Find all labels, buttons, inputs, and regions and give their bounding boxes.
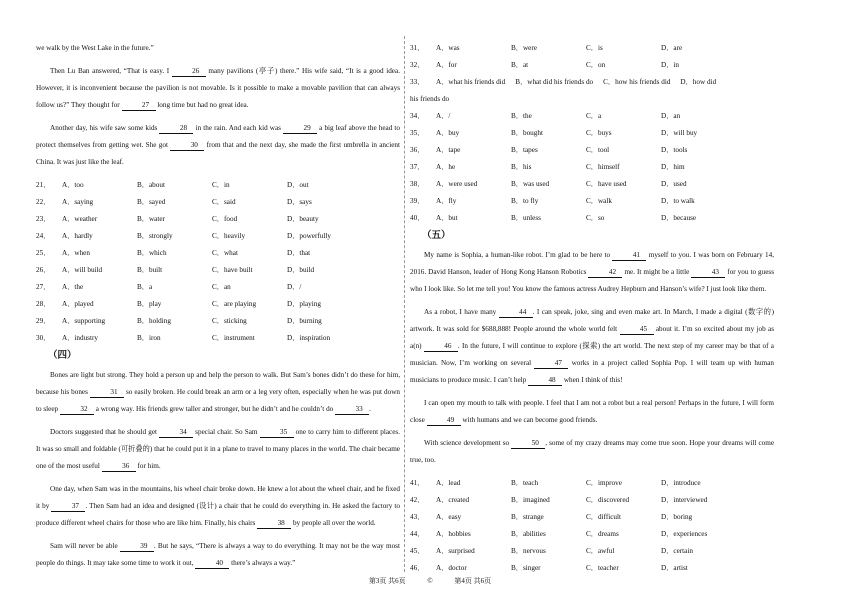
blank-32: 32 [60,405,94,415]
option-d: D．certain [661,546,693,555]
left-column [36,40,400,578]
option-d: D．powerfully [287,231,331,240]
section-5-heading: （五） [422,230,451,241]
option-d: D．how did [680,77,717,86]
blank-26: 26 [172,67,206,77]
option-d: D．build [287,265,315,274]
option-c: C．tool [586,145,610,154]
blank-29: 29 [283,124,317,134]
option-d: D．in [661,60,679,69]
option-b: B．iron [137,333,161,342]
blank-28: 28 [159,124,193,134]
option-row [410,176,774,193]
option-b: B．bought [511,128,543,137]
option-d: D．him [661,162,685,171]
passage-paragraph: Then Lu Ban answered, “That is easy. I 26 many pavilions (亭子) there.” His wife said, “It is a good idea. However, it is inconvenient because the pavilion is not movable. Is it possible to make a movable pavilion that can always follow us?” They thought for 27 long time but had no great idea. [36,67,400,109]
option-c: C．walk [586,196,612,205]
option-d: D．introduce [661,478,701,487]
option-c: C．sticking [212,316,247,325]
question-number: 35． [410,128,425,137]
option-d: D．artist [661,563,688,572]
option-c: C．difficult [586,512,622,521]
option-a: A．buy [436,128,460,137]
option-c: C．in [212,180,230,189]
option-row [36,296,400,313]
option-c: C．have built [212,265,253,274]
option-b: B．holding [137,316,171,325]
option-a: A．for [436,60,457,69]
option-row [410,125,774,142]
option-b: B．built [137,265,163,274]
option-a: A．lead [436,478,461,487]
question-number: 21． [36,180,51,189]
option-row [36,330,400,347]
option-a: A．were used [436,179,478,188]
option-a: A．played [62,299,94,308]
option-b: B．imagined [511,495,550,504]
option-row [36,194,400,211]
blank-47: 47 [534,359,568,369]
option-row [36,211,400,228]
question-number: 29． [36,316,51,325]
option-a: A．will build [62,265,103,274]
option-a: A．he [436,162,456,171]
blank-40: 40 [195,559,229,569]
option-a: A．hobbies [436,529,471,538]
blank-45: 45 [620,325,654,335]
option-a: A．weather [62,214,98,223]
blank-48: 48 [528,376,562,386]
column-divider [404,36,405,572]
section-4-heading: （四） [48,350,77,361]
passage-paragraph: Bones are light but strong. They hold a person up and help the person to walk. But Sam’s bones didn’t do these for him, because his bones 31 so easily broken. He could break an arm or a leg very often, especially when he was put down to sleep 32 a wrong way. His friends grew taller and stronger, but he didn’t and he couldn’t do 33 . [36,371,400,413]
option-c: C．discovered [586,495,630,504]
copyright-icon: © [427,577,433,585]
option-a: A．but [436,213,458,222]
blank-31: 31 [90,388,124,398]
option-b: B．at [511,60,529,69]
option-row [410,108,774,125]
option-b: B．strange [511,512,544,521]
option-c: C．what [212,248,238,257]
question-number: 46． [410,563,425,572]
option-d: D．used [661,179,687,188]
option-a: A．the [62,282,84,291]
option-c: C．an [212,282,231,291]
options-list-34-40 [410,108,774,227]
passage-line: we walk by the West Lake in the future.” [36,44,154,52]
passage-paragraph: Doctors suggested that he should get 34 special chair. So Sam 35 one to carry him to different places. It was so small and foldable (可折叠的) that he could put it in a plane to travel to many places in the world. The chair became one of the most useful 36 for him. [36,428,400,470]
question-number: 22． [36,197,51,206]
option-row-33: 33． A．what his friends did B．what did his friends do C．how his friends did D．how did [410,74,774,91]
question-number: 30． [36,333,51,342]
question-number: 44． [410,529,425,538]
option-a: A．supporting [62,316,106,325]
option-b: B．nervous [511,546,546,555]
footer-right-page-number: 第4页 共6页 [454,577,492,585]
option-d: D．to walk [661,196,695,205]
option-b: B．strongly [137,231,173,240]
option-b: B．tapes [511,145,538,154]
option-c: C．a [586,111,602,120]
option-d: D．that [287,248,311,257]
question-number: 41． [410,478,425,487]
question-number: 36． [410,145,425,154]
question-number: 27． [36,282,51,291]
blank-50: 50 [511,439,545,449]
option-b: B．a [137,282,153,291]
option-row [410,509,774,526]
option-d: D．an [661,111,681,120]
option-b: B．was used [511,179,550,188]
option-a: A．doctor [436,563,467,572]
blank-35: 35 [260,428,294,438]
option-d: D．burning [287,316,322,325]
option-c: C．on [586,60,606,69]
option-row [410,159,774,176]
option-d: D．out [287,180,309,189]
option-b: B．the [511,111,532,120]
option-row [410,492,774,509]
question-number: 40． [410,213,425,222]
option-b: B．unless [511,213,541,222]
option-row [36,262,400,279]
option-c: C．himself [586,162,620,171]
blank-30: 30 [170,141,204,151]
question-number: 28． [36,299,51,308]
question-number: 43． [410,512,425,521]
option-b: B．water [137,214,165,223]
option-d-continuation: his friends do [410,95,450,103]
option-c: C．teacher [586,563,619,572]
option-a: A．industry [62,333,98,342]
question-number: 26． [36,265,51,274]
option-a: A．fly [436,196,457,205]
passage-paragraph: As a robot, I have many 44 . I can speak, joke, sing and even make art. In March, I made a digital (数字的) artwork. It was sold for $688,888! People around the whole world felt 45 about it. I’m so excited about my job as a(n) 46 . In the future, I will continue to explore (探索) the art world. The next step of my career may be that of a musician. Now, I’m working on several 47 works in a project called Sophia Pop. I will team up with human musicians to produce music. I can’t help 48 when I think of this! [410,308,775,384]
question-number: 24． [36,231,51,240]
option-b: B．were [511,43,537,52]
question-number: 31． [410,43,425,52]
option-c: C．improve [586,478,622,487]
option-a: A．surprised [436,546,475,555]
option-a: A．was [436,43,460,52]
blank-34: 34 [159,428,193,438]
option-c: C．instrument [212,333,255,342]
option-c: C．said [212,197,236,206]
blank-27: 27 [122,101,156,111]
option-b: B．which [137,248,167,257]
blank-41: 41 [612,251,646,261]
option-d: D．/ [287,282,302,291]
option-a: A．when [62,248,90,257]
option-row [410,475,774,492]
option-b: B．to fly [511,196,539,205]
option-c: C．how his friends did [603,77,671,86]
option-a: A．/ [436,111,451,120]
passage-paragraph: My name is Sophia, a human-like robot. I’m glad to be here to 41 myself to you. I was born on February 14, 2016. David Hanson, leader of Hong Kong Hanson Robotics 42 me. It might be a little 43 for you to guess who I look like. So let me tell you! You know the famous actress Audrey Hepburn and Hanson’s wife? I just look like them. [410,251,775,293]
option-row [36,279,400,296]
passage-paragraph: Sam will never be able 39 . But he says, “There is always a way to do everything. It may not be the way most people do things. It may take some time to work it out, 40 there’s always a way.” [36,542,400,567]
option-c: C．buys [586,128,612,137]
question-number: 39． [410,196,425,205]
option-a: A．hardly [62,231,93,240]
option-row [410,526,774,543]
option-a: A．saying [62,197,94,206]
option-row [36,228,400,245]
option-c: C．dreams [586,529,619,538]
question-number: 34． [410,111,425,120]
option-c: C．heavily [212,231,246,240]
option-b: B．singer [511,563,541,572]
option-row [36,177,400,194]
option-c: C．awful [586,546,615,555]
options-list-21-30 [36,177,400,347]
question-number: 32． [410,60,425,69]
option-row [410,142,774,159]
option-b: B．about [137,180,165,189]
question-number: 23． [36,214,51,223]
option-d: D．will buy [661,128,698,137]
option-row [36,313,400,330]
option-b: B．his [511,162,532,171]
blank-36: 36 [102,462,136,472]
option-c: C．are playing [212,299,257,308]
option-b: B．sayed [137,197,166,206]
option-row [36,245,400,262]
option-d: D．boring [661,512,693,521]
option-d: D．says [287,197,312,206]
option-a: A．tape [436,145,461,154]
option-c: C．food [212,214,238,223]
footer-left-page-number: 第3页 共6页 [368,577,406,585]
question-number: 25． [36,248,51,257]
right-column [410,40,774,577]
blank-42: 42 [588,268,622,278]
option-d: D．playing [287,299,321,308]
option-a: A．too [62,180,84,189]
options-list-41-46 [410,475,774,577]
option-row [410,193,774,210]
option-b: B．what did his friends do [515,77,594,86]
option-a: A．created [436,495,470,504]
blank-38: 38 [257,519,291,529]
passage-paragraph: I can open my mouth to talk with people. I feel that I am not a robot but a real person! Perhaps in the future, I will form close 49 with humans and we can become good friends. [410,399,774,424]
option-a: A．easy [436,512,462,521]
blank-37: 37 [51,502,85,512]
option-row [410,40,774,57]
passage-paragraph: One day, when Sam was in the mountains, his wheel chair broke down. He knew a lot about the wheel chair, and he fixed it by 37 . Then Sam had an idea and designed (设计) a chair that he could do everything in. He asked the factory to produce different wheel chairs for those who are like him. Finally, his chairs 38 by people all over the world. [36,485,400,527]
option-row [410,543,774,560]
option-b: B．play [137,299,162,308]
option-d: D．interviewed [661,495,708,504]
blank-44: 44 [499,308,533,318]
option-d: D．tools [661,145,688,154]
passage-paragraph: Another day, his wife saw some kids 28 in the rain. And each kid was 29 a big leaf above the head to protect themselves from getting wet. She got 30 from that and the next day, she made the first umbrella in ancient China. It was just like the leaf. [36,124,401,166]
option-d: D．inspiration [287,333,331,342]
option-row [410,210,774,227]
option-b: B．teach [511,478,539,487]
option-row [410,560,774,577]
option-c: C．so [586,213,605,222]
page-footer [0,578,860,585]
blank-33: 33 [335,405,369,415]
option-c: C．is [586,43,603,52]
question-number: 42． [410,495,425,504]
question-number: 45． [410,546,425,555]
option-d: D．beauty [287,214,319,223]
option-c: C．have used [586,179,627,188]
option-d: D．experiences [661,529,708,538]
option-d: D．are [661,43,683,52]
question-number: 38． [410,179,425,188]
blank-49: 49 [427,416,461,426]
passage-paragraph: With science development so 50 , some of my crazy dreams may come true soon. Hope your dreams will come true, too. [410,439,775,464]
blank-39: 39 [120,542,154,552]
option-d: D．because [661,213,697,222]
blank-43: 43 [691,268,725,278]
option-b: B．abilities [511,529,546,538]
question-number: 37． [410,162,425,171]
blank-46: 46 [424,342,458,352]
options-list-31-32 [410,40,774,74]
option-a: A．what his friends did [436,77,506,86]
option-row [410,57,774,74]
